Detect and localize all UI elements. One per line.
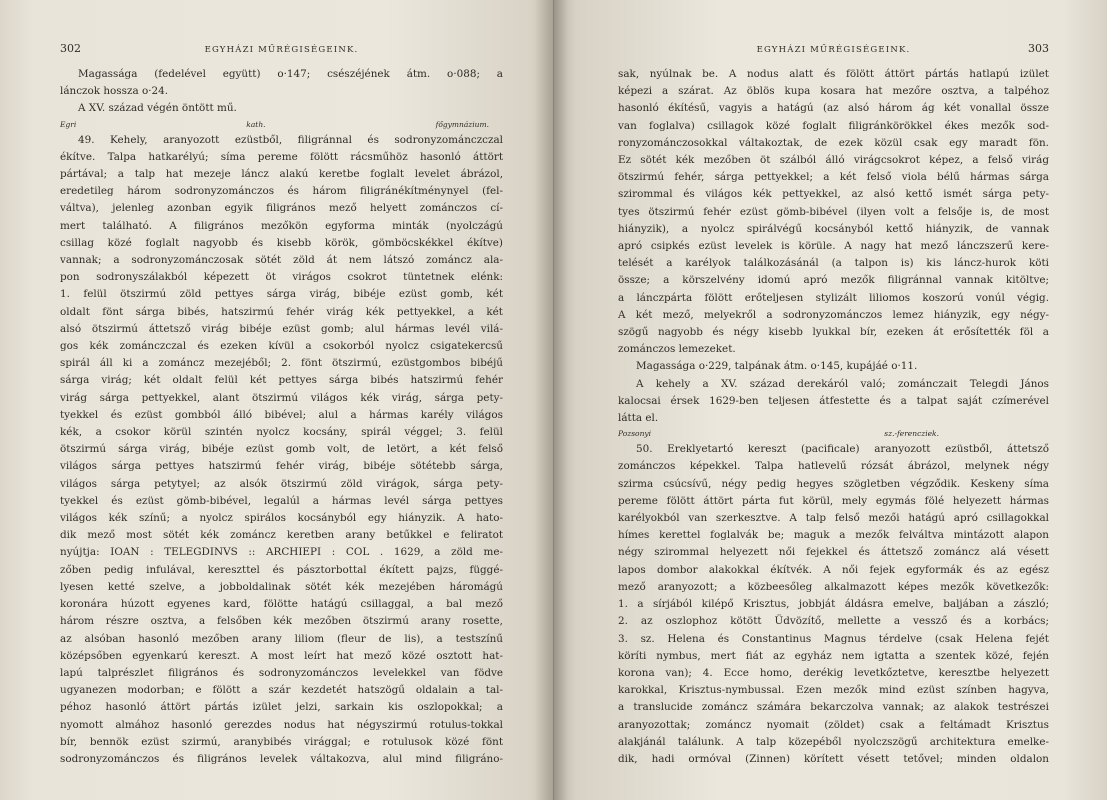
text-line: köríti nymbus, mert fiát az egyház nem igtatta a szentek közé, fején bbox=[618, 649, 1049, 662]
text-line: vannak; a sodronyzománczosak sötét zöld át nem látszó zománcz ala- bbox=[60, 254, 503, 267]
text-line: hiányzik), a nyolcz spirálvégű kocsányból kettő hiányzik, de vannak bbox=[618, 222, 1049, 235]
running-head: EGYHÁZI MŰRÉGISÉGEINK. bbox=[756, 45, 911, 55]
text-line: eredetileg három sodronyzománczos és három filigránékítménynyel (fel- bbox=[60, 185, 503, 198]
text-line: 3. sz. Helena és Constantinus Magnus térdelve (csak Helena fejét bbox=[618, 632, 1049, 645]
text-line: A XV. század végén öntött mű. bbox=[78, 102, 237, 115]
text-line: lyesen ketté szelve, a jobboldalinak sötét kék mezejében háromágú bbox=[60, 580, 503, 593]
text-line: tyekkel és ezüst gombból álló bibével; alul a hármas karély világos bbox=[60, 408, 503, 421]
text-line: csillag közé foglalt nagyobb és kisebb körök, gömböcskékkel ékítve) bbox=[60, 236, 503, 249]
text-line: Magassága o·229, talpának átm. o·145, kupájáé o·11. bbox=[636, 360, 918, 373]
text-line: mező aranyozott; a közbeesőleg alkalmazott képes mezők következők: bbox=[618, 580, 1049, 593]
text-line: kék, a csokor körül szintén nyolcz kocsány, spirál véggel; 3. felül bbox=[60, 426, 503, 439]
text-line: A két mező, melyekről a sodronyzománczos lemez hiányzik, egy négy- bbox=[618, 308, 1049, 321]
text-line: tyekkel és ezüst gömb-bibével, legalúl a hármas levél sárga pettyes bbox=[60, 494, 503, 507]
text-line: világos sárga petytyel; az alsók ötszirmú zöld virágok, sárga pety- bbox=[60, 477, 503, 490]
text-line: sodronyzománczos és filigrános levelek váltakozva, alul mind filigráno- bbox=[60, 752, 503, 765]
text-line: tyes ötszirmú fehér ezüst gömb-bibével (ilyen volt a felsője is, de most bbox=[618, 205, 1049, 218]
text-line: hímes kerettel foglalvák be; maguk a mezők felváltva mintázott alapon bbox=[618, 529, 1049, 542]
text-line: 50. Ereklyetartó kereszt (pacificale) aranyozott ezüstből, áttetsző bbox=[636, 443, 1049, 456]
text-line: képezi a szárat. Az öblös kupa kosara hat mezőre osztva, a talpéhoz bbox=[618, 85, 1049, 98]
text-line: apró csipkés ezüst levelek is körüle. A nagy hat mező lánczszerű kere- bbox=[618, 240, 1049, 253]
text-line: nyújtja: IOAN : TELEGDINVS :: ARCHIEPI : COL . 1629, a zöld me- bbox=[60, 546, 503, 559]
text-line: világos sárga pettyes hatszirmú fehér virág, bibéje sötétebb sárga, bbox=[60, 460, 503, 473]
text-line: hasonló ékítésű, vagyis a hatágú (az alsó három ág két vonallal össze bbox=[618, 102, 1049, 115]
text-line: 1. a sírjából kilépő Krisztus, jobbját áldásra emelve, baljában a zászló; bbox=[618, 598, 1049, 611]
text-line: ugyanezen modorban; e fölött a szár kezdetét hatszögű oldalain a tal- bbox=[60, 684, 503, 697]
left-page-header bbox=[60, 42, 503, 56]
left-page bbox=[0, 0, 553, 800]
text-line: szirommal és világos kék pettyekkel, az alsó kettő ismét sárga pety- bbox=[618, 188, 1049, 201]
text-line: 49. Kehely, aranyozott ezüstből, filigránnal és sodronyzománczczal bbox=[78, 133, 503, 146]
text-line: a lánczpárta fölött erőteljesen stylizált liliomos koszorú vonúl végig. bbox=[618, 291, 1049, 304]
text-line: az alsóban hasonló mezőben arany liliom (fleur de lis), a testszínű bbox=[60, 632, 503, 645]
text-line: alakjánál találunk. A talp közepéből nyolczszögű architektura emelke- bbox=[618, 735, 1049, 748]
text-line: ötszirmú sárga virág, bibéje ezüst gomb volt, de letört, a két felső bbox=[60, 443, 503, 456]
text-line: pártával; a talp hat mezeje láncz alakú keretbe foglalt levelet ábrázol, bbox=[60, 168, 503, 181]
page-number: 302 bbox=[60, 42, 81, 55]
text-line: szögű nagyobb és négy kisebb lyukkal bír, ezeken át erősítették föl a bbox=[618, 326, 1049, 339]
text-line: alsó ötszirmú áttetsző virág bibéje ezüst gomb; alul hármas levél vilá- bbox=[60, 322, 503, 335]
text-line: pereme fölött áttört párta fut körül, mely egymás fölé helyezett hármas bbox=[618, 494, 1049, 507]
text-line: négy szirommal helyezett női fejekkel és áttetsző zománcz alá vésett bbox=[618, 546, 1049, 559]
text-line: lapos dombor alakokkal ékítvék. A női fejek egyformák és az egész bbox=[618, 563, 1049, 576]
text-line: nyomott almához hasonló gerezdes nodus hat négyszirmú rotulus-tokkal bbox=[60, 718, 503, 731]
text-line: spirál áll ki a zománcz mezejéből; 2. fönt ötszirmú, ezüstgombos bibéjű bbox=[60, 357, 503, 370]
text-line: aranyozottak; zománcz nyomait (zöldet) csak a feltámadt Krisztus bbox=[618, 718, 1049, 731]
right-page-body bbox=[618, 66, 1049, 768]
text-line: látta el. bbox=[618, 412, 659, 425]
text-line: karélyokból van szerkesztve. A talp felső mezői hatágú apró csillagokkal bbox=[618, 512, 1049, 525]
text-line: kalocsai érsek 1629-ben teljesen átfestette és a talpat saját czímerével bbox=[618, 394, 1049, 407]
running-head: EGYHÁZI MŰRÉGISÉGEINK. bbox=[204, 45, 359, 55]
text-line: gos kék zománczczal és ezeken kívül a csokorból nyolcz csigatekercsű bbox=[60, 340, 503, 353]
text-line: koronára húzott egyenes kard, fölötte hatágú csillaggal, a bal mező bbox=[60, 598, 503, 611]
text-line: világos kék színű; a nyolcz spirálos kocsányból egy hiányzik. A hato- bbox=[60, 512, 503, 525]
left-page-body bbox=[60, 66, 503, 768]
text-line: 1. felül ötszirmú zöld pettyes sárga virág, bibéje ezüst gomb, két bbox=[60, 288, 503, 301]
page-fold-shadow bbox=[535, 0, 553, 800]
text-line: virág sárga pettyekkel, alant ötszirmú világos kék virág, sárga pety- bbox=[60, 391, 503, 404]
text-line: dik, hadi ormóval (Zinnen) körített vésett tetővel; minden oldalon bbox=[618, 752, 1049, 765]
text-line: középsőben egyenkarú kereszt. A most leírt hat mező közé osztott hat- bbox=[60, 649, 503, 662]
text-line: karokkal, Krisztus-nymbussal. Ezen mezők mind ezüst színben hagyva, bbox=[618, 684, 1049, 697]
text-line: korona van); 4. Ecce homo, derékig levetkőztetve, keresztbe helyezett bbox=[618, 666, 1049, 679]
page-fold-shadow bbox=[554, 0, 568, 800]
text-line: lapú talprészlet filigrános és sodronyzománczos levelekkel van födve bbox=[60, 666, 503, 679]
text-line: dik mező most sötét kék zománcz keretben arany betűkkel e feliratot bbox=[60, 529, 503, 542]
text-line: zőben pedig infulával, kereszttel és pásztorbottal ékített pajzs, függé- bbox=[60, 563, 503, 576]
text-line: ronyzománczosokkal váltakoztak, de ezek közül csak egy maradt fön. bbox=[618, 136, 1049, 149]
text-line: ékítve. Talpa hatkarélyú; síma pereme fölött rácsműhöz hasonló áttört bbox=[60, 150, 503, 163]
text-line: ötszirmú fehér, sárga pettyekkel; a két felső viola bélű hármas sárga bbox=[618, 171, 1049, 184]
text-line: péhoz hasonló áttört pártás izület jelzi, sarkain kis oszlopokkal; a bbox=[60, 701, 503, 714]
text-line: oldalt fönt sárga bibés, hatszirmú fehér virág kék pettyekkel, a két bbox=[60, 305, 503, 318]
attribution-line: Pozsonyi sz.-ferencziek. bbox=[618, 429, 939, 439]
text-line: sárga virág; két oldalt felül két pettyes sárga bibés hatszirmú fehér bbox=[60, 374, 503, 387]
text-line: zománczos képekkel. Talpa hatlevelű rózsát ábrázol, melynek négy bbox=[618, 460, 1049, 473]
text-line: pon sodronyszálakból képezett öt virágos csokrot tüntetnek elénk: bbox=[60, 271, 503, 284]
text-line: sak, nyúlnak be. A nodus alatt és fölött áttört pártás hatlapú izület bbox=[618, 68, 1049, 80]
text-line: három részre osztva, a felsőben kék mezőben ötszirmú arany rosette, bbox=[60, 615, 503, 628]
right-page bbox=[554, 0, 1107, 800]
text-line: össze; a körszelvény idomú apró mezők filigránnal vannak kitöltve; bbox=[618, 274, 1049, 287]
text-line: Magassága (fedelével együtt) o·147; csészéjének átm. o·088; a bbox=[78, 68, 503, 80]
text-line: A kehely a XV. század derekáról való; zománczait Telegdi János bbox=[636, 377, 1049, 390]
text-line: mert található. A filigrános mezőkön egyforma minták (nyolczágú bbox=[60, 219, 503, 232]
text-line: 2. az oszlophoz kötött Üdvözítő, mellette a vessző és a korbács; bbox=[618, 615, 1049, 628]
text-line: telését a karélyok találkozásánál (a talpon is) kis láncz-hurok köti bbox=[618, 257, 1049, 270]
text-line: a translucide zománcz számára bekarczolva vannak; az alakok testrészei bbox=[618, 701, 1049, 714]
text-line: bír, bennök ezüst szirmú, aranybibés virággal; e rotulusok közé fönt bbox=[60, 735, 503, 748]
text-line: váltva), jelenleg azonban egyik filigrános mező helyett zománczos cí- bbox=[60, 202, 503, 215]
text-line: szirma csúcsívű, négy pedig hegyes szögletben végződik. Keskeny síma bbox=[618, 477, 1049, 490]
right-page-header bbox=[618, 42, 1049, 56]
text-line: zománczos lemezeket. bbox=[618, 343, 736, 356]
text-line: Ez sötét kék mezőben öt szálból álló virágcsokrot képez, a felső virág bbox=[618, 154, 1049, 167]
text-line: lánczok hossza o·24. bbox=[60, 85, 169, 98]
attribution-line: Egri kath. főgymnázium. bbox=[60, 119, 489, 129]
page-number: 303 bbox=[1028, 42, 1049, 55]
text-line: van foglalva) csillagok közé foglalt filigránkörökkel ékes mezők sod- bbox=[618, 119, 1049, 132]
